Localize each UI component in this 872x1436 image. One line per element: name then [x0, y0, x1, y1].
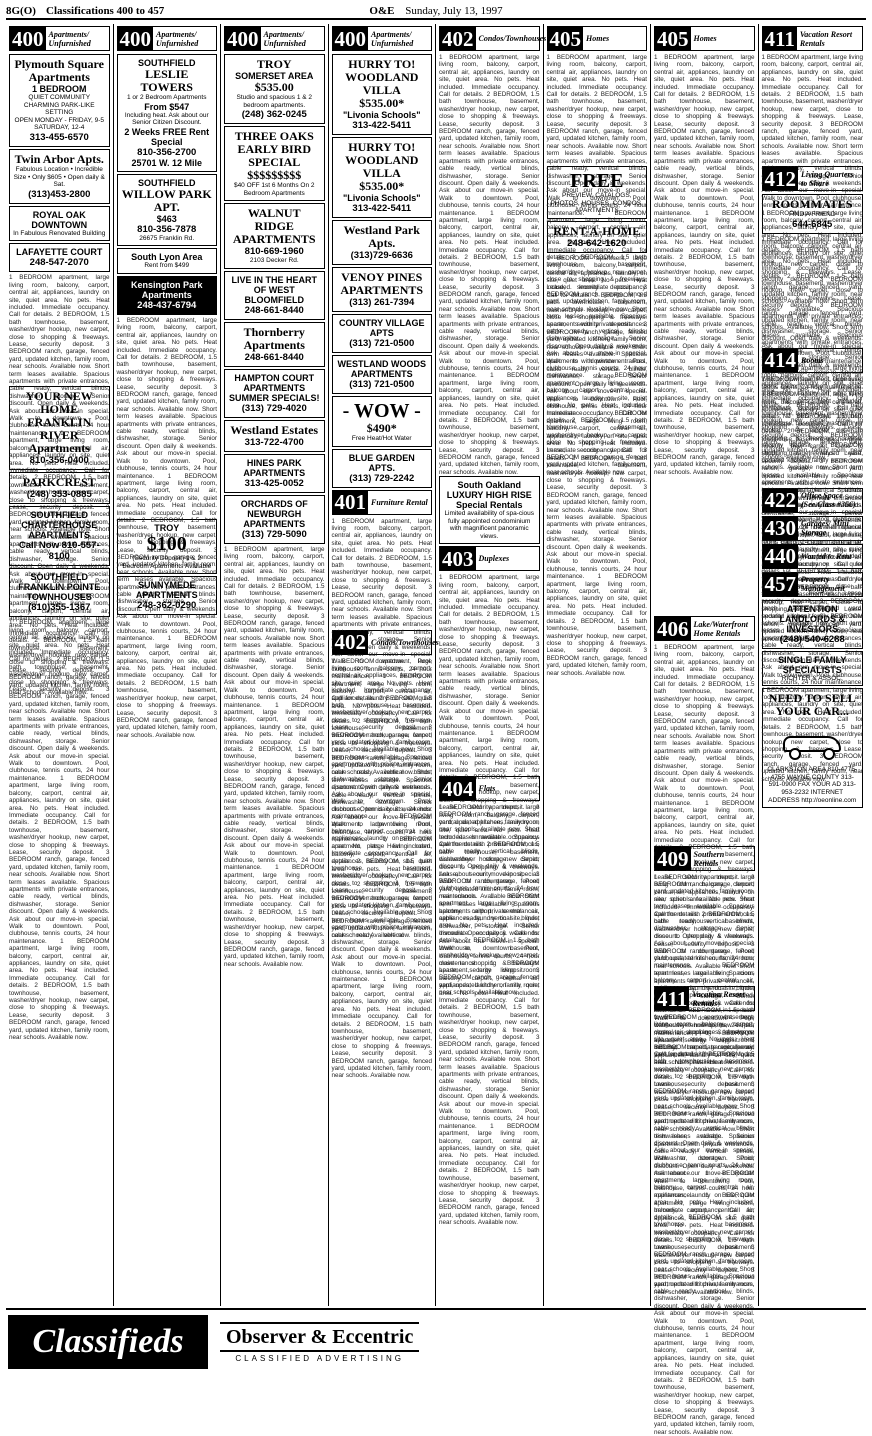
ad-subtitle: EARLY BIRD SPECIAL: [237, 142, 311, 170]
column-6: [544, 24, 652, 1306]
section-header-412: 412 Living Quarters to Share: [762, 166, 864, 191]
ad-phone: 644-6845: [792, 218, 833, 230]
ad-title: HURRY TO! WOODLAND VILLA: [345, 57, 419, 97]
ad-title: NEED TO SELL YOUR CAR...: [768, 691, 856, 719]
ad-name: LESLIE TOWERS: [140, 67, 193, 94]
ad-title: SOUTHFIELD: [138, 58, 196, 68]
ad-title: RENT-A-HOME: [553, 223, 641, 238]
ad-wow[interactable]: [332, 396, 433, 447]
ad-lafayette[interactable]: [9, 243, 110, 272]
ad-phone: (313)453-2800: [28, 188, 91, 200]
ad-title: HINES PARK APARTMENTS: [243, 457, 306, 478]
column-3: [221, 24, 329, 1306]
section-header-400: 400 Apartments/ Unfurnished: [9, 26, 110, 51]
ad-title: Twin Arbor Apts.: [14, 151, 104, 166]
ad-plymouth-square[interactable]: [9, 54, 110, 147]
ad-phone: 313-455-6570: [29, 131, 89, 143]
section-header-400: 400 Apartments/ Unfurnished: [332, 26, 433, 51]
ad-title: Plymouth Square Apartments: [14, 57, 104, 84]
ad-text: $40 OFF 1st 6 Months On 2 Bedroom Apartments: [233, 182, 315, 197]
listing-text: [654, 644, 755, 844]
listing-text: [547, 255, 648, 955]
ad-phone: 810-356-2700: [137, 146, 197, 158]
ad-title: PARKCREST: [22, 475, 96, 490]
section-header-405: 405 Homes: [654, 26, 755, 51]
ad-phone: Call Now 810-557-8100: [18, 540, 100, 563]
paper-name: O&E: [369, 5, 395, 17]
ad-price: $535.00: [254, 80, 294, 94]
column-1: [6, 24, 114, 1306]
footer-banner: [6, 1308, 866, 1414]
ad-title: ROOMMATES: [772, 197, 853, 211]
listing-text: [332, 518, 433, 628]
paper-logo-tagline: CLASSIFIED ADVERTISING: [235, 1353, 404, 1363]
ad-royal-oak[interactable]: [9, 206, 110, 242]
section-header-409: 409 Southern Rentals: [654, 846, 755, 871]
section-header-411: 411 Vacation Resort Rentals: [762, 26, 864, 51]
classified-columns: [6, 24, 866, 1306]
ad-phone: (313) 729-2242: [349, 472, 415, 484]
ad-address: 25701 W. 12 Mile: [131, 157, 203, 168]
ad-subtitle: SOMERSET AREA: [235, 71, 314, 81]
column-2: [114, 24, 222, 1306]
ad-special: 2 Weeks FREE Rent Special: [124, 126, 210, 147]
ad-title: FREE: [570, 170, 624, 192]
ad-text: Limited availability of spa-cious fully appointed condominium with magnificent panoramic views.: [444, 510, 535, 540]
column-8: [759, 24, 867, 1306]
ad-text: QUIET COMMUNITY CHARMING PARK-LIKE SETTING: [23, 94, 95, 117]
ad-phone: 248-642-1620: [567, 237, 627, 249]
listing-text: [9, 619, 110, 819]
ad-title: ATTENTION LANDLORDS & INVESTORS: [779, 603, 845, 634]
ad-phone: 810-356-0400: [29, 455, 89, 467]
section-header-400: 400 Apartments/ Unfurnished: [224, 26, 325, 51]
ad-title: Westland Park Apts.: [343, 223, 420, 250]
listing-text: [439, 54, 540, 474]
ad-price: $535.00*: [359, 96, 405, 110]
ad-phone: (313)729-6636: [350, 250, 413, 261]
ad-three-oaks[interactable]: [224, 126, 325, 201]
column-4: [329, 24, 437, 1306]
ad-price: From $547: [144, 101, 190, 112]
ad-title: TROY: [154, 522, 180, 533]
ad-phone: 248-362-0290: [137, 600, 197, 612]
ad-address: 2103 Decker Rd.: [249, 257, 299, 265]
listing-text: [654, 1014, 755, 1214]
ad-subtitle: PREVIEW, CATALOGS, PHOTOS, HOUSES, CONDOS, APARTMENTS: [550, 192, 643, 215]
classifieds-work-logo: Classifieds Work!: [8, 1315, 208, 1369]
column-5: [436, 24, 547, 1306]
ad-troy-somerset[interactable]: [224, 54, 325, 124]
ad-luxury-high-rise[interactable]: [439, 476, 540, 544]
ad-title: SOUTHFIELD FRANKLIN POINTE TOWNHOUSES: [18, 572, 101, 603]
ad-title: WALNUT RIDGE APARTMENTS: [232, 206, 316, 247]
ad-price: $535.00*: [359, 179, 405, 193]
ad-hampton-court[interactable]: [224, 369, 325, 418]
ad-name: WILLOW PARK APT.: [121, 186, 212, 214]
ad-thornberry[interactable]: [224, 322, 325, 367]
section-header-402: 402 Condos/Townhouses: [332, 630, 433, 655]
ad-south-lyon[interactable]: [117, 248, 218, 274]
ad-title: WESTLAND WOODS APARTMENTS: [337, 359, 426, 379]
ad-subtitle: Rent from $499: [144, 262, 190, 270]
ad-price: $463: [156, 213, 177, 224]
ad-twin-arbor[interactable]: [9, 149, 110, 204]
ad-subtitle: 1 or 2 Bedroom Apartments: [127, 94, 207, 101]
ad-title: SUNNYMEDE APARTMENTS: [135, 580, 198, 601]
ad-hours: OPEN MONDAY - FRIDAY, 9-5 SATURDAY, 12-4: [14, 116, 104, 132]
ad-title: SOUTHFIELD: [138, 177, 196, 188]
column-7: [651, 24, 759, 1306]
ad-phone: 313-422-5411: [352, 203, 412, 214]
ad-phone: (313) 721-0500: [349, 338, 415, 349]
ad-leslie-towers[interactable]: [117, 54, 218, 172]
ad-westland-woods[interactable]: [332, 355, 433, 394]
section-title: Classifications 400 to 457: [46, 5, 165, 17]
car-illustration: [777, 722, 847, 762]
ad-title: COUNTRY VILLAGE APTS: [338, 318, 425, 338]
ad-special: SUMMER SPECIALS!: [228, 392, 320, 403]
section-header-422: 422 Office Space (See Class #356): [762, 488, 864, 513]
listing-text: [654, 874, 755, 984]
issue-date: Sunday, July 13, 1997: [405, 5, 503, 17]
ad-phone: 248-661-8440: [244, 304, 304, 316]
paper-logo-name: Observer & Eccentric: [220, 1322, 419, 1352]
ad-title: TROY: [256, 57, 292, 71]
ad-title: HAMPTON COURT APARTMENTS: [234, 372, 315, 393]
ad-country-village[interactable]: [332, 314, 433, 353]
ad-venoy-pines[interactable]: [332, 267, 433, 312]
ad-title: - WOW -: [342, 400, 421, 422]
listing-text: [654, 54, 755, 614]
ad-phone: 313-425-0052: [244, 477, 304, 489]
section-header-457: 457 Property Management: [762, 572, 864, 597]
section-header-402: 402 Condos/Townhouses: [439, 26, 540, 51]
ad-phone: (313) 729-4020: [241, 402, 307, 414]
ad-phone: 248-661-8440: [244, 351, 304, 363]
ad-orchards[interactable]: [224, 495, 325, 544]
ad-title: South Oakland LUXURY HIGH RISE Special Rentals: [446, 480, 532, 510]
ad-phone: (313) 729-5090: [241, 528, 307, 540]
ad-subtitle: "Livonia Schools": [342, 110, 421, 120]
section-header-404: 404 Flats: [439, 776, 540, 801]
page-number: 8G(O): [6, 5, 36, 17]
ad-title: HURRY TO! WOODLAND VILLA: [345, 140, 419, 180]
section-header-403: 403 Duplexes: [439, 546, 540, 571]
ad-phone: (313) 261-7394: [349, 297, 415, 308]
ad-hines-park[interactable]: [224, 454, 325, 493]
ad-text: Fabulous Location • Incredible Size • Only $605 • Open daily & Sat.: [13, 165, 105, 189]
ad-phone: 810-669-1960: [244, 246, 304, 258]
section-header-411: 411 Vacation Resort Rentals: [654, 986, 755, 1011]
ad-phone: 313-722-4700: [244, 436, 304, 448]
ad-woodland-villa[interactable]: [332, 54, 433, 135]
ad-subtitle: In Fabulous Renovated Building: [13, 229, 106, 237]
ad-price: $$$$$$$$$: [247, 168, 302, 183]
section-header-414: 414 Rooms: [762, 348, 864, 373]
ad-price: $490*: [366, 421, 397, 435]
ad-subtitle: FIND A FRIEND: [788, 211, 836, 218]
ad-blue-garden[interactable]: [332, 449, 433, 488]
listing-text: [117, 317, 218, 517]
ad-title: Thornberry Apartments: [243, 324, 305, 352]
ad-title: SOUTHFIELD CHARTERHOUSE APARTMENTS: [21, 510, 98, 541]
masthead: [6, 4, 866, 20]
listing-text: [9, 274, 110, 384]
ad-phone: (248) 353-0885: [26, 489, 92, 501]
listing-text: [547, 54, 648, 164]
listing-text: [224, 546, 325, 656]
ad-title: LAFAYETTE COURT: [16, 247, 103, 258]
ad-phone: 810-356-7878: [137, 223, 197, 235]
ad-title: YOUR NEW HOME FRANKLIN RIVER Apartments: [25, 389, 93, 456]
ad-title: BLUE GARDEN APTS.: [348, 452, 415, 473]
ad-title: ROYAL OAK DOWNTOWN: [31, 209, 88, 230]
ad-subtitle: Free Heat/Hot Water: [351, 435, 412, 442]
section-header-440: 440 Wanted to Rent: [762, 544, 864, 569]
ad-phone: 248-437-6794: [137, 299, 197, 311]
ad-address: 26675 Franklin Rd.: [139, 234, 195, 242]
ad-title: VENOY PINES APARTMENTS: [340, 270, 424, 297]
ad-text: CLARKSTON AREA 810-4775-4755 WAYNE COUNTY 313-591-0900 FAX YOUR AD 313-953-2232 INTERNET ADDRESS http://oeonline.com: [767, 766, 858, 804]
ad-text: Including heat. Ask about our Senior Citizen Discount.: [124, 111, 209, 127]
listing-text: [439, 804, 540, 1104]
section-header-406: 406 Lake/Waterfront Home Rentals: [654, 616, 755, 641]
ad-title: ORCHARDS OF NEWBURGH APARTMENTS: [240, 498, 308, 529]
ad-phone: (248) 362-0245: [241, 109, 307, 121]
ad-phone: (248) 540-6288: [779, 633, 845, 645]
ad-westland-park[interactable]: [332, 220, 433, 265]
ad-phone: (810)355-1367: [28, 602, 91, 614]
listing-text: [762, 376, 864, 486]
ad-price: $100: [146, 532, 187, 555]
listing-text: [332, 658, 433, 858]
listing-text: [762, 236, 864, 346]
ad-title: LIVE IN THE HEART OF WEST BLOOMFIELD: [231, 274, 317, 305]
ad-phone: 313-422-5411: [352, 120, 412, 131]
ad-walnut-ridge[interactable]: [224, 203, 325, 269]
ad-title: THREE OAKS: [234, 129, 314, 144]
section-header-430: 430 Garages/ Mini Storage: [762, 516, 864, 541]
ad-title: Kensington Park Apartments: [130, 279, 203, 300]
ad-text: Studio and spacious 1 & 2 bedroom apartments.: [236, 94, 313, 109]
section-header-401: 401 Furniture Rental: [332, 490, 433, 515]
ad-subtitle: RICHTER & ASSOC.: [781, 674, 843, 682]
observer-eccentric-logo: [220, 1322, 419, 1363]
ad-live-in-heart[interactable]: [224, 271, 325, 320]
ad-willow-park[interactable]: [117, 174, 218, 247]
ad-subtitle: "Livonia Schools": [342, 193, 421, 203]
ad-title: South Lyon Area: [131, 252, 203, 263]
ad-phone: 248-547-2070: [29, 257, 89, 269]
ad-title: SINGLE FAMILY SPECIALISTS: [778, 654, 847, 675]
section-header-405: 405 Homes: [547, 26, 648, 51]
masthead-center: [6, 5, 866, 17]
listing-text: [439, 574, 540, 774]
ad-woodland-villa-2[interactable]: [332, 137, 433, 218]
section-header-400: 400 Apartments/ Unfurnished: [117, 26, 218, 51]
ad-text: (Security Deposit) 1 & 2 Bedroom Apartments Available: [122, 554, 212, 570]
listing-text: [762, 54, 864, 164]
ad-subtitle: 1 BEDROOM: [31, 84, 87, 94]
ad-title: Westland Estates: [230, 422, 319, 437]
ad-westland-estates[interactable]: [224, 420, 325, 452]
ad-phone: (313) 721-0500: [349, 379, 415, 390]
ad-kensington[interactable]: [117, 276, 218, 315]
